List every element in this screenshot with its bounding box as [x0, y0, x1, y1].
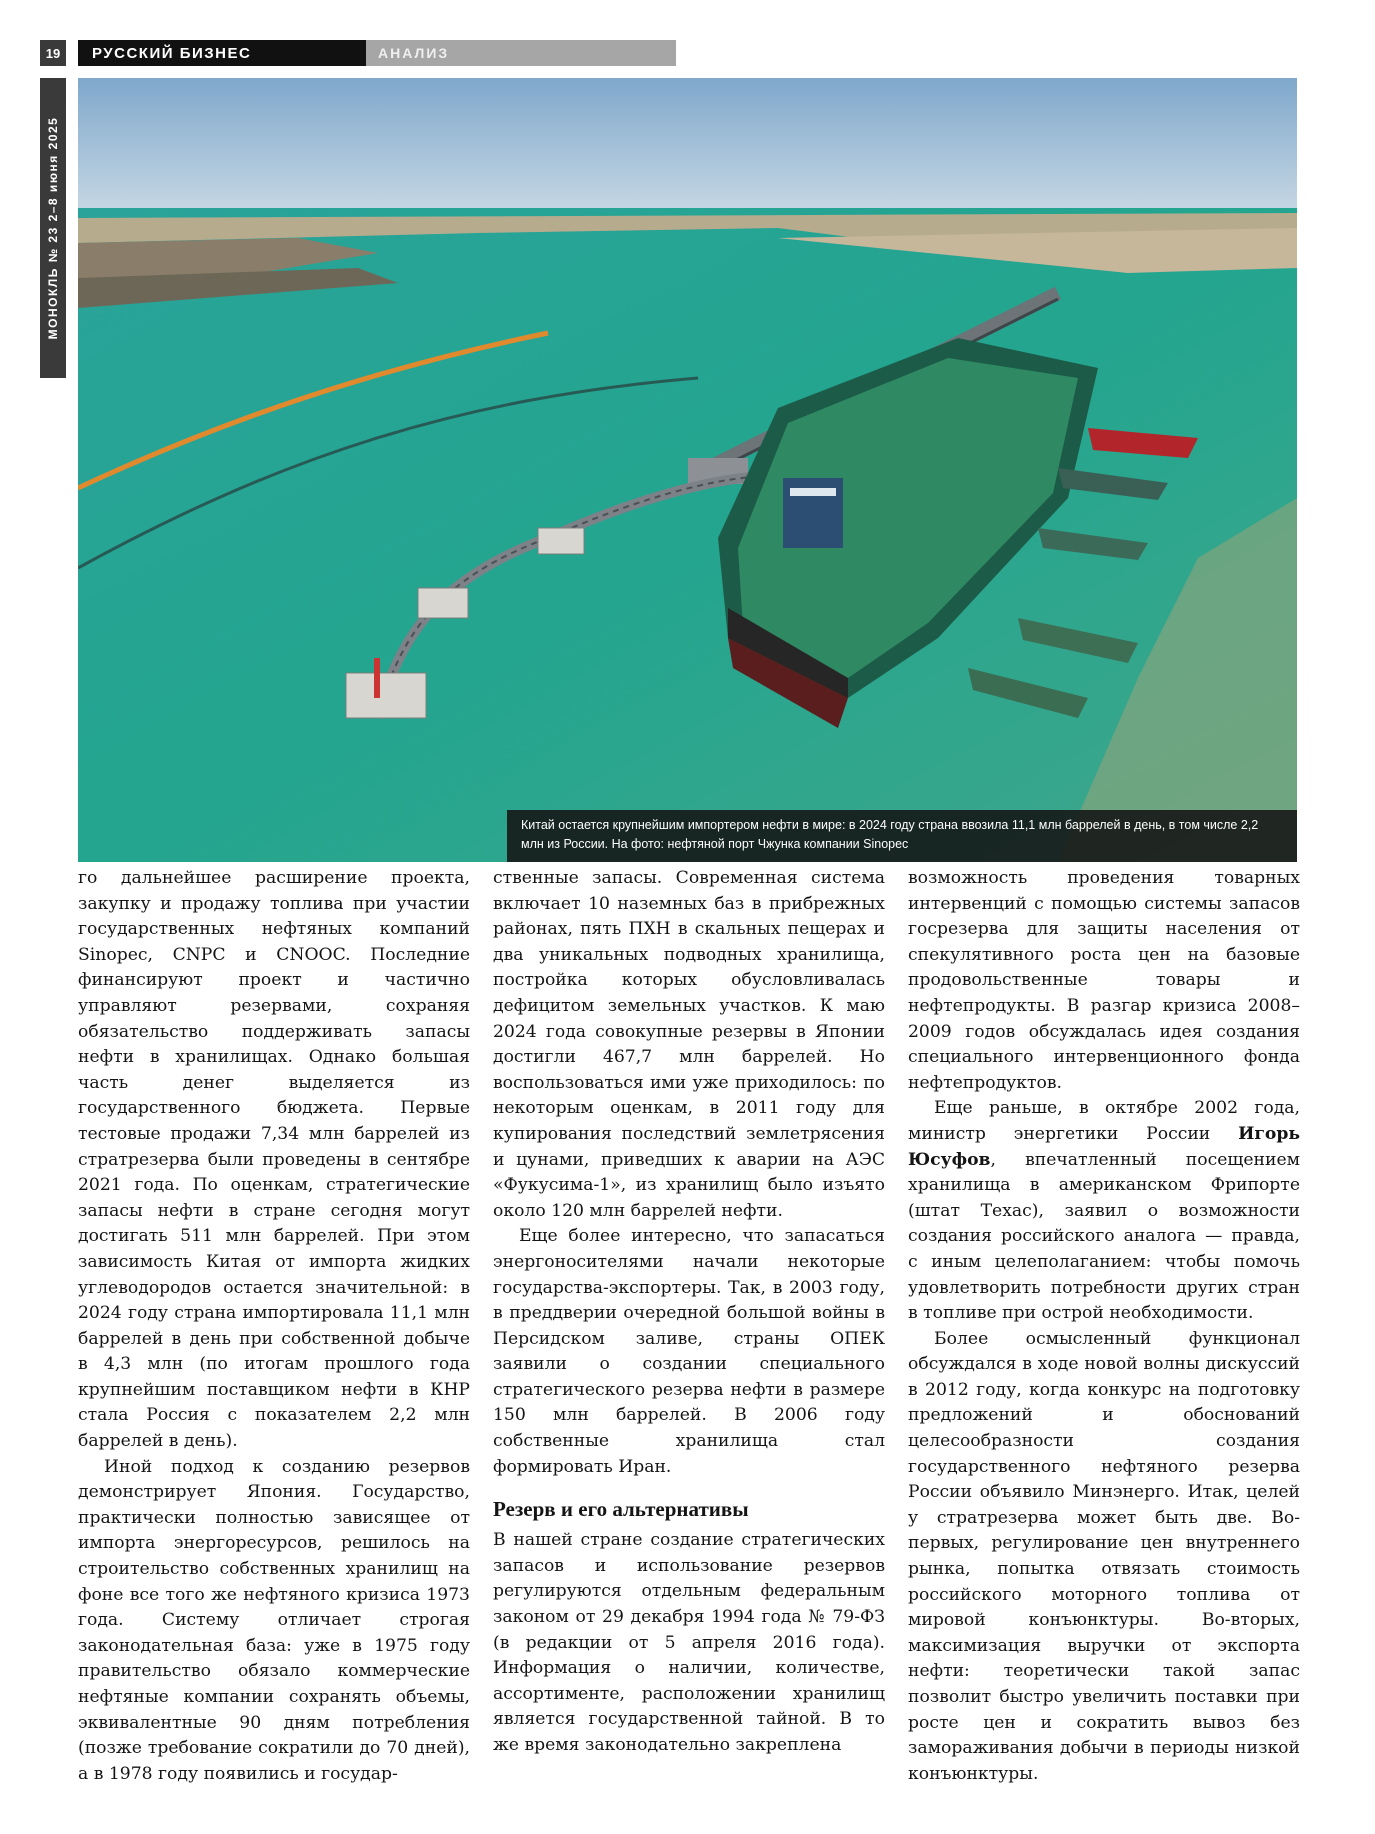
- article-column-1: [78, 866, 470, 1787]
- rubric-label: АНАЛИЗ: [366, 40, 676, 66]
- caption-text: Китай остается крупнейшим импортером нефти в мире: в 2024 году страна ввозила 11,1 млн баррелей в день, в том числе 2,2 млн из России. На фото: нефтяной порт Чжунка компании Sinopec: [507, 810, 1297, 862]
- person-name: Игорь Юсуфов: [908, 1123, 1300, 1170]
- issue-label: МОНОКЛЬ № 23 2–8 июня 2025: [46, 116, 60, 340]
- photo-caption: [78, 810, 1297, 862]
- section-heading: Резерв и его альтернативы: [493, 1497, 749, 1522]
- section-title: РУССКИЙ БИЗНЕС: [78, 40, 366, 66]
- paragraph: Иной подход к созданию резервов демонстрирует Япония. Государство, практически полностью зависящее от импорта энергоресурсов, решилось на строительство собственных хранилищ на фоне все того же нефтяного кризиса 1973 года. Систему отличает строгая законодательная база: уже в 1975 году правительство обязало коммерческие нефтяные компании сохранять объемы, эквивалентные 90 дням потребления (позже требование сократили до 70 дней), а в 1978 году появились и государ-: [78, 1456, 470, 1784]
- paragraph: ственные запасы. Современная система включает 10 наземных баз в прибрежных районах, пять ПХН в скальных пещерах и два уникальных подводных хранилища, постройка которых обусловливалась дефицитом земельных участков. К маю 2024 года совокупные резервы в Японии достигли 467,7 млн баррелей. Но воспользоваться ими уже приходилось: по некоторым оценкам, в 2011 году для купирования последствий землетрясения и цунами, приведших к аварии на АЭС «Фукусима-1», из хранилищ было изъято около 120 млн баррелей нефти.: [493, 868, 885, 1221]
- paragraph: Более осмысленный функционал обсуждался в ходе новой волны дискуссий в 2012 году, когда конкурс на подготовку предложений и обоснований целесообразности создания государственного нефтяного резерва России объявило Минэнерго. Итак, целей у стратрезерва может быть две. Во-первых, регулирование цен внутреннего рынка, попытка отвязать стоимость российского моторного топлива от мировой конъюнктуры. Во-вторых, максимизация выручки от экспорта нефти: теоретически такой запас позволит быстро увеличить поставки при росте цен и сократить вывоз без замораживания добычи в периоды низкой конъюнктуры.: [908, 1328, 1300, 1784]
- oil-port-photo: [78, 78, 1297, 862]
- paragraph: го дальнейшее расширение проекта, закупку и продажу топлива при участии государственных нефтяных компаний Sinopec, CNPC и CNOOC. Последние финансируют проект и частично управляют резервами, сохраняя обязательство поддерживать запасы нефти в хранилищах. Однако большая часть денег выделяется из государственного бюджета. Первые тестовые продажи 7,34 млн баррелей из стратрезерва были проведены в сентябре 2021 года. По оценкам, стратегические запасы нефти в стране сегодня могут достигать 511 млн баррелей. При этом зависимость Китая от импорта жидких углеводородов остается значительной: в 2024 году страна импортировала 11,1 млн баррелей в день при собственной добыче в 4,3 млн (по итогам прошлого года крупнейшим поставщиком нефти в КНР стала Россия с показателем 2,2 млн баррелей в день).: [78, 868, 470, 1452]
- page-number: 19: [40, 40, 66, 66]
- paragraph: [908, 1096, 1300, 1326]
- paragraph: В нашей стране создание стратегических запасов и использование резервов регулируются отдельным федеральным законом от 29 декабря 1994 года № 79-ФЗ (в редакции от 5 апреля 2016 года). Информация о наличии, количестве, ассортименте, расположении хранилищ является государственной тайной. В то же время законодательно закреплена: [493, 1530, 885, 1755]
- paragraph: возможность проведения товарных интервенций с помощью системы запасов госрезерва для защиты населения от спекулятивного роста цен на базовые продовольственные товары и нефтепродукты. В разгар кризиса 2008–2009 годов обсуждалась идея создания специального интервенционного фонда нефтепродуктов.: [908, 868, 1300, 1093]
- article-column-2: [493, 866, 885, 1759]
- text-span: , впечатленный посещением хранилища в американском Фрипорте (штат Техас), заявил о возможности создания российского аналога — правда, с иным целеполаганием: чтобы помочь удовлетворить потребности других стран в топливе при острой необходимости.: [908, 1149, 1300, 1324]
- text-span: Еще раньше, в октябре 2002 года, министр энергетики России: [908, 1098, 1300, 1144]
- article-column-3: [908, 866, 1300, 1787]
- paragraph: Еще более интересно, что запасаться энергоносителями начали некоторые государства-экспортеры. Так, в 2003 году, в преддверии очередной большой войны в Персидском заливе, страны ОПЕК заявили о создании специального стратегического резерва нефти в размере 150 млн баррелей. В 2006 году собственные хранилища стал формировать Иран.: [493, 1226, 885, 1477]
